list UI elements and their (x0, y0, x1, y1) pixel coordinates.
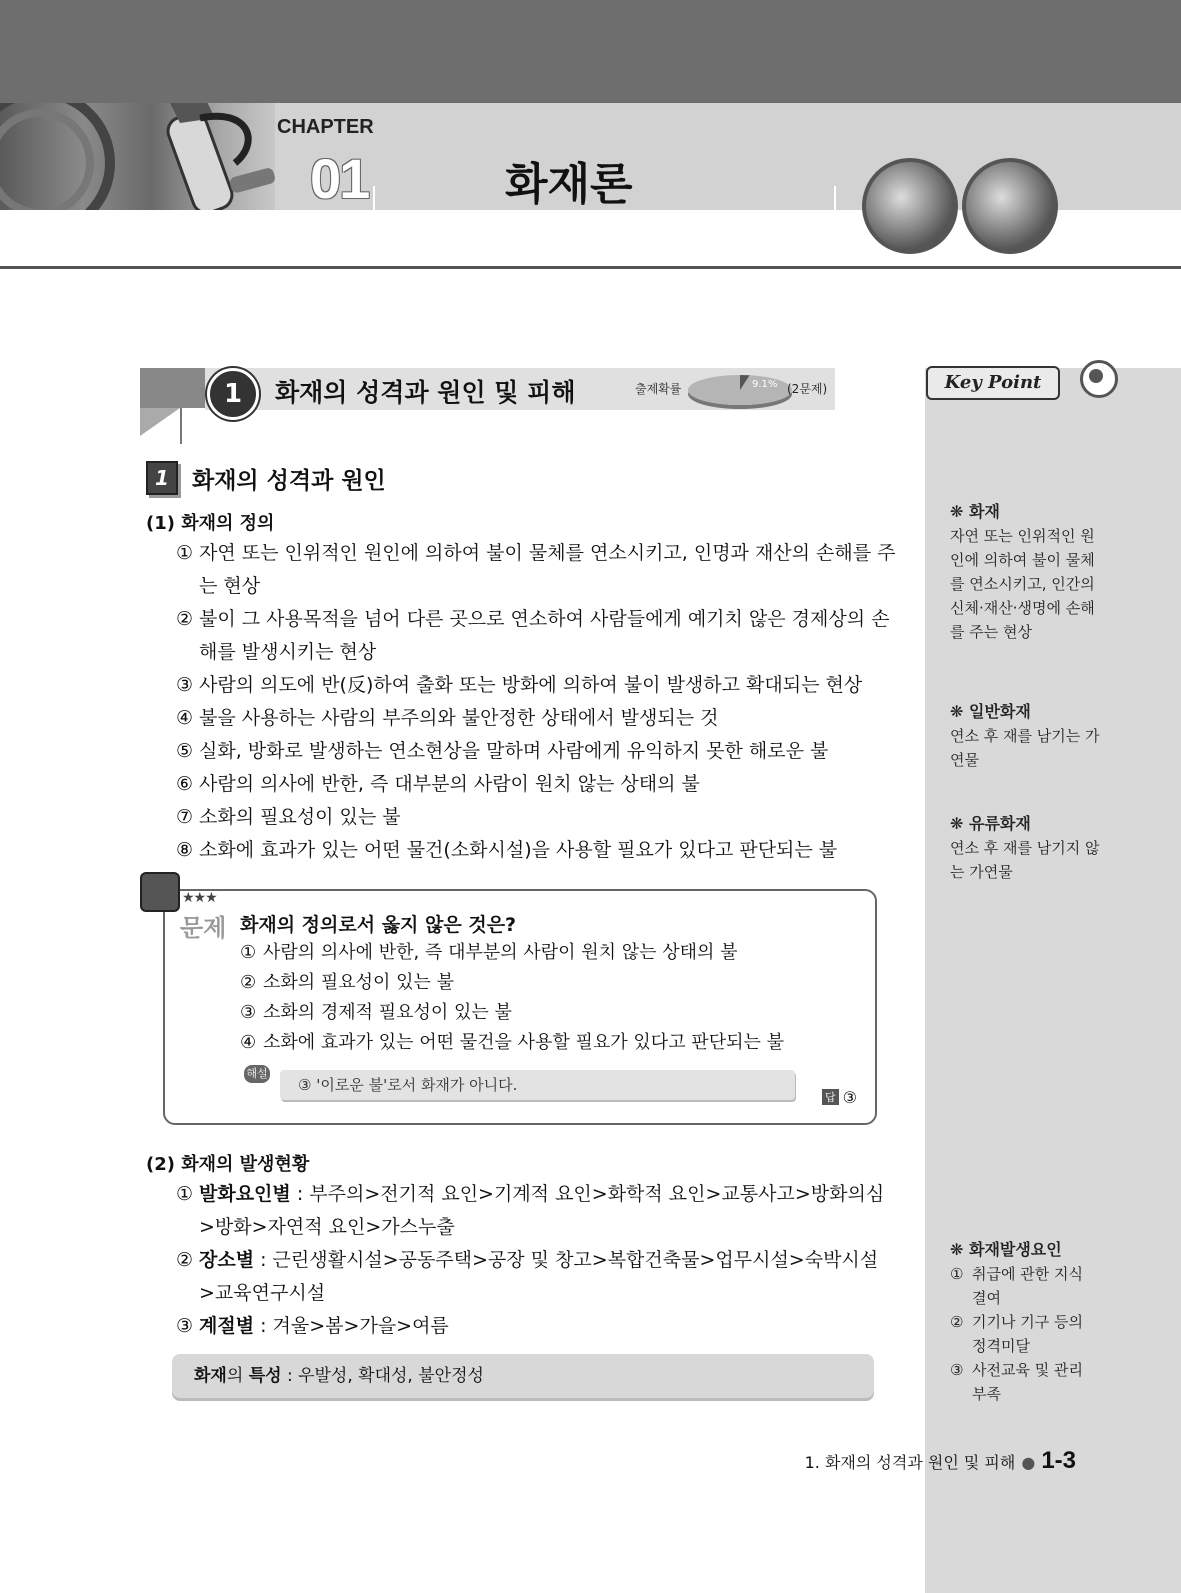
header-divider (834, 186, 836, 210)
section-tab (140, 368, 205, 408)
list-item: ② 장소별 : 근린생활시설>공동주택>공장 및 창고>복합건축물>업무시설>숙박시설>교육연구시설 (176, 1249, 879, 1304)
question-label: 문제 (180, 914, 227, 942)
definition-list (176, 537, 906, 867)
difficulty-stars: ★★★ (182, 890, 217, 906)
asterisk-icon: ❋ (950, 702, 964, 721)
key-point-badge: Key Point (926, 366, 1060, 400)
section-title: 화재의 성격과 원인 및 피해 (275, 378, 576, 407)
header-rule (0, 266, 1181, 269)
sidebar-block-general-fire (950, 700, 1100, 772)
frequency-count: (2문제) (787, 382, 828, 396)
occurrence-heading: (2) 화재의 발생현황 (146, 1154, 310, 1175)
chapter-title: 화재론 (505, 159, 633, 210)
list-item: ⑥ 사람의 의사에 반한, 즉 대부분의 사람이 원치 않는 상태의 불 (176, 773, 700, 795)
header-divider (373, 186, 375, 210)
list-item: ③ 사전교육 및 관리 부족 (950, 1361, 1083, 1403)
fire-extinguisher-icon (0, 103, 275, 210)
option-item: ③ 소화의 경제적 필요성이 있는 불 (240, 1002, 512, 1023)
occurrence-list (176, 1178, 891, 1343)
definition-heading: (1) 화재의 정의 (146, 513, 275, 534)
firefighter-photo-circle (962, 158, 1058, 254)
chapter-label: CHAPTER (277, 116, 374, 138)
list-item: ③ 계절별 : 겨울>봄>가을>여름 (176, 1315, 449, 1337)
section-tab-line (180, 408, 182, 444)
option-item: ① 사람의 의사에 반한, 즉 대부분의 사람이 원치 않는 상태의 불 (240, 942, 738, 963)
sidebar-block-text: 연소 후 재를 남기지 않는 가연물 (950, 839, 1100, 881)
sidebar-block-title: 유류화재 (968, 814, 1031, 833)
target-center-icon (1089, 369, 1103, 383)
asterisk-icon: ❋ (950, 814, 964, 833)
list-item: ⑦ 소화의 필요성이 있는 불 (176, 806, 401, 828)
answer-badge: 답 (822, 1089, 839, 1105)
question-title: 화재의 정의로서 옳지 않은 것은? (240, 914, 517, 936)
list-item: ⑤ 실화, 방화로 발생하는 연소현상을 말하며 사람에게 유익하지 못한 해로운 불 (176, 740, 829, 762)
section-number: 1 (207, 368, 259, 420)
sidebar-block-fire-factors (950, 1238, 1100, 1406)
sidebar-block-title: 화재발생요인 (968, 1240, 1062, 1259)
fire-hose-image (0, 103, 275, 210)
list-item: ② 기기나 기구 등의 정격미달 (950, 1313, 1083, 1355)
option-item: ④ 소화에 효과가 있는 어떤 물건을 사용할 필요가 있다고 판단되는 불 (240, 1032, 784, 1053)
list-item: ① 자연 또는 인위적인 원인에 의하여 불이 물체를 연소시키고, 인명과 재산의 손해를 주는 현상 (176, 542, 896, 597)
section-tab-fold (140, 408, 180, 436)
sidebar-block-text: 연소 후 재를 남기는 가연물 (950, 727, 1100, 769)
list-item: ① 발화요인별 : 부주의>전기적 요인>기계적 요인>화학적 요인>교통사고>방화의심>방화>자연적 요인>가스누출 (176, 1183, 885, 1238)
page-footer: 1. 화재의 성격과 원인 및 피해 ● 1-3 (804, 1447, 1076, 1474)
asterisk-icon: ❋ (950, 1240, 964, 1259)
fire-characteristics-box: 화재의 특성 : 우발성, 확대성, 불안정성 (172, 1354, 874, 1398)
answer (822, 1088, 857, 1107)
frequency-value: 9.1% (752, 379, 778, 390)
option-item: ② 소화의 필요성이 있는 불 (240, 972, 455, 993)
header-top-band (0, 0, 1181, 103)
sidebar-block-title: 일반화재 (968, 702, 1031, 721)
sidebar-block-title: 화재 (968, 502, 1000, 521)
subsection-number-icon: 1 (146, 461, 178, 495)
frequency-label: 출제확률 (635, 382, 682, 396)
question-options (240, 938, 860, 1058)
answer-value: ③ (842, 1088, 857, 1107)
asterisk-icon: ❋ (950, 502, 964, 521)
chapter-number: 01 (310, 147, 369, 210)
sidebar-block-oil-fire (950, 812, 1100, 884)
list-item: ⑧ 소화에 효과가 있는 어떤 물건(소화시설)을 사용할 필요가 있다고 판단되는 불 (176, 839, 838, 861)
extinguisher-photo-circle (862, 158, 958, 254)
list-item: ① 취급에 관한 지식 결여 (950, 1265, 1083, 1307)
explanation-text: ③ '이로운 불'로서 화재가 아니다. (280, 1070, 795, 1100)
sidebar-block-fire (950, 500, 1100, 644)
sidebar-block-text: 자연 또는 인위적인 원인에 의하여 불이 물체를 연소시키고, 인간의 신체·재산·생명에 손해를 주는 현상 (950, 527, 1095, 641)
list-item: ③ 사람의 의도에 반(反)하여 출화 또는 방화에 의하여 불이 발생하고 확대되는 현상 (176, 674, 863, 696)
list-item: ④ 불을 사용하는 사람의 부주의와 불안정한 상태에서 발생되는 것 (176, 707, 719, 729)
page-number: 1-3 (1041, 1447, 1076, 1474)
list-item: ② 불이 그 사용목적을 넘어 다른 곳으로 연소하여 사람들에게 예기치 않은 경제상의 손해를 발생시키는 현상 (176, 608, 890, 663)
footer-section-title: 1. 화재의 성격과 원인 및 피해 (804, 1453, 1016, 1472)
key-icon (140, 872, 180, 912)
explanation-badge: 해설 (244, 1065, 270, 1083)
subsection-title: 화재의 성격과 원인 (192, 468, 386, 494)
